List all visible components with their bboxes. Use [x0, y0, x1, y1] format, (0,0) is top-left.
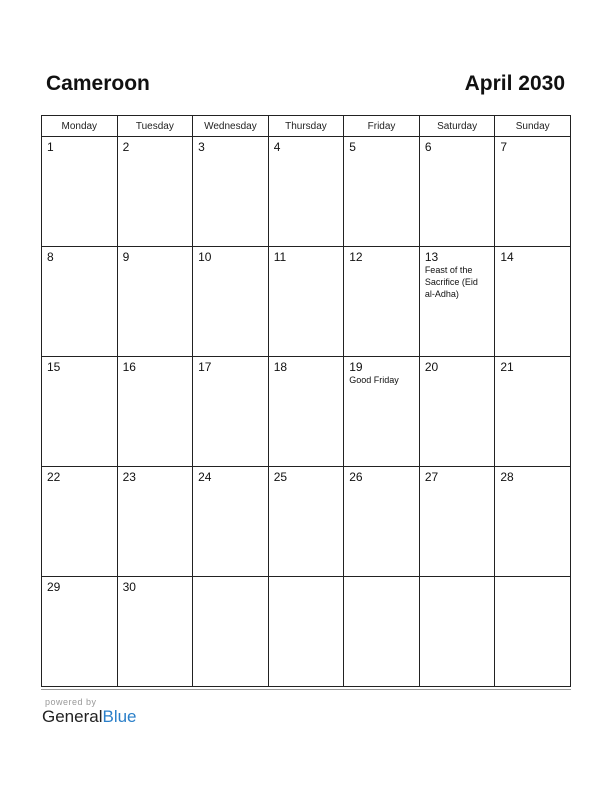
day-cell	[268, 137, 344, 247]
day-cell	[193, 577, 269, 687]
powered-by-text: powered by	[45, 697, 97, 707]
day-cell	[495, 247, 571, 357]
day-number: 2	[122, 140, 130, 154]
day-number: 13	[424, 250, 439, 264]
day-cell	[268, 577, 344, 687]
day-number: 18	[273, 360, 288, 374]
day-cell	[344, 577, 420, 687]
holiday-label: Feast of the Sacrifice (Eid al-Adha)	[424, 265, 478, 299]
day-cell	[193, 247, 269, 357]
weekday-header: Thursday	[268, 116, 344, 137]
day-number: 6	[424, 140, 432, 154]
week-row	[42, 467, 571, 577]
day-cell-content	[269, 467, 344, 487]
day-cell	[419, 137, 495, 247]
day-cell-content	[269, 137, 344, 157]
day-cell-content	[420, 577, 495, 583]
calendar-grid	[41, 115, 571, 687]
day-cell-content	[193, 577, 268, 583]
day-cell-content	[420, 247, 495, 303]
day-cell-content	[344, 247, 419, 267]
day-cell	[117, 247, 193, 357]
day-cell-content	[344, 467, 419, 487]
week-row	[42, 577, 571, 687]
day-cell-content	[495, 467, 570, 487]
day-cell-content	[118, 137, 193, 157]
day-number: 7	[500, 140, 508, 154]
day-cell	[42, 577, 118, 687]
weekday-header: Wednesday	[193, 116, 269, 137]
day-cell	[268, 247, 344, 357]
day-number: 16	[122, 360, 136, 374]
day-cell	[344, 137, 420, 247]
day-cell	[42, 247, 118, 357]
day-number: 23	[122, 470, 136, 484]
day-cell-content	[495, 247, 570, 267]
weekday-header: Saturday	[419, 116, 495, 137]
day-number: 26	[349, 470, 363, 484]
day-cell	[495, 357, 571, 467]
day-cell	[117, 467, 193, 577]
day-cell	[344, 357, 420, 467]
day-number: 8	[47, 250, 54, 264]
day-number: 20	[424, 360, 439, 374]
day-number: 29	[47, 580, 61, 594]
day-number: 14	[500, 250, 514, 264]
day-number: 9	[122, 250, 130, 264]
day-number: 19	[349, 360, 363, 374]
day-cell	[268, 467, 344, 577]
day-number: 27	[424, 470, 439, 484]
day-cell	[419, 467, 495, 577]
day-cell-content	[269, 577, 344, 583]
brand-logo-part2: Blue	[102, 707, 137, 726]
day-number: 28	[500, 470, 514, 484]
brand-logo	[42, 707, 137, 727]
weekday-header: Sunday	[495, 116, 571, 137]
weekday-header: Friday	[344, 116, 420, 137]
day-number: 15	[47, 360, 61, 374]
day-number: 21	[500, 360, 514, 374]
weekday-header: Monday	[42, 116, 118, 137]
footer-divider	[41, 689, 571, 690]
day-number: 30	[122, 580, 136, 594]
day-cell	[193, 467, 269, 577]
day-cell-content	[344, 577, 419, 583]
day-cell-content	[344, 357, 419, 389]
day-number: 24	[198, 470, 212, 484]
day-cell	[419, 357, 495, 467]
day-cell-content	[193, 357, 268, 377]
day-cell	[42, 137, 118, 247]
day-cell	[117, 577, 193, 687]
day-cell-content	[420, 137, 495, 157]
day-cell-content	[420, 357, 495, 377]
day-cell-content	[42, 357, 117, 377]
day-cell	[193, 137, 269, 247]
country-title: Cameroon	[46, 72, 150, 95]
day-number: 1	[47, 140, 54, 154]
day-cell-content	[420, 467, 495, 487]
day-cell-content	[42, 137, 117, 157]
day-cell	[117, 137, 193, 247]
day-cell-content	[269, 247, 344, 267]
day-cell-content	[118, 247, 193, 267]
month-year-title: April 2030	[464, 72, 565, 95]
day-number: 3	[198, 140, 205, 154]
day-cell-content	[495, 137, 570, 157]
day-number: 10	[198, 250, 212, 264]
day-cell-content	[193, 247, 268, 267]
day-cell	[117, 357, 193, 467]
day-cell-content	[495, 357, 570, 377]
day-cell	[495, 467, 571, 577]
day-cell	[42, 467, 118, 577]
brand-logo-part1: General	[42, 707, 103, 726]
day-cell-content	[42, 467, 117, 487]
day-cell-content	[495, 577, 570, 583]
day-cell-content	[42, 577, 117, 597]
day-cell	[42, 357, 118, 467]
day-number: 17	[198, 360, 212, 374]
day-cell-content	[118, 357, 193, 377]
week-row	[42, 357, 571, 467]
day-cell-content	[269, 357, 344, 377]
day-cell	[268, 357, 344, 467]
day-number: 4	[273, 140, 281, 154]
day-cell	[495, 577, 571, 687]
day-cell	[495, 137, 571, 247]
day-cell	[344, 467, 420, 577]
day-number: 11	[273, 250, 287, 264]
weekday-header: Tuesday	[117, 116, 193, 137]
day-cell-content	[118, 467, 193, 487]
day-number: 22	[47, 470, 61, 484]
day-number: 12	[349, 250, 363, 264]
day-number: 25	[273, 470, 288, 484]
weekday-header-row	[42, 116, 571, 137]
day-cell-content	[118, 577, 193, 597]
week-row	[42, 247, 571, 357]
day-cell-content	[42, 247, 117, 267]
day-cell	[344, 247, 420, 357]
holiday-label: Good Friday	[349, 375, 399, 385]
day-number: 5	[349, 140, 356, 154]
day-cell	[419, 247, 495, 357]
day-cell	[193, 357, 269, 467]
day-cell	[419, 577, 495, 687]
day-cell-content	[344, 137, 419, 157]
day-cell-content	[193, 467, 268, 487]
week-row	[42, 137, 571, 247]
calendar-body	[42, 137, 571, 687]
day-cell-content	[193, 137, 268, 157]
